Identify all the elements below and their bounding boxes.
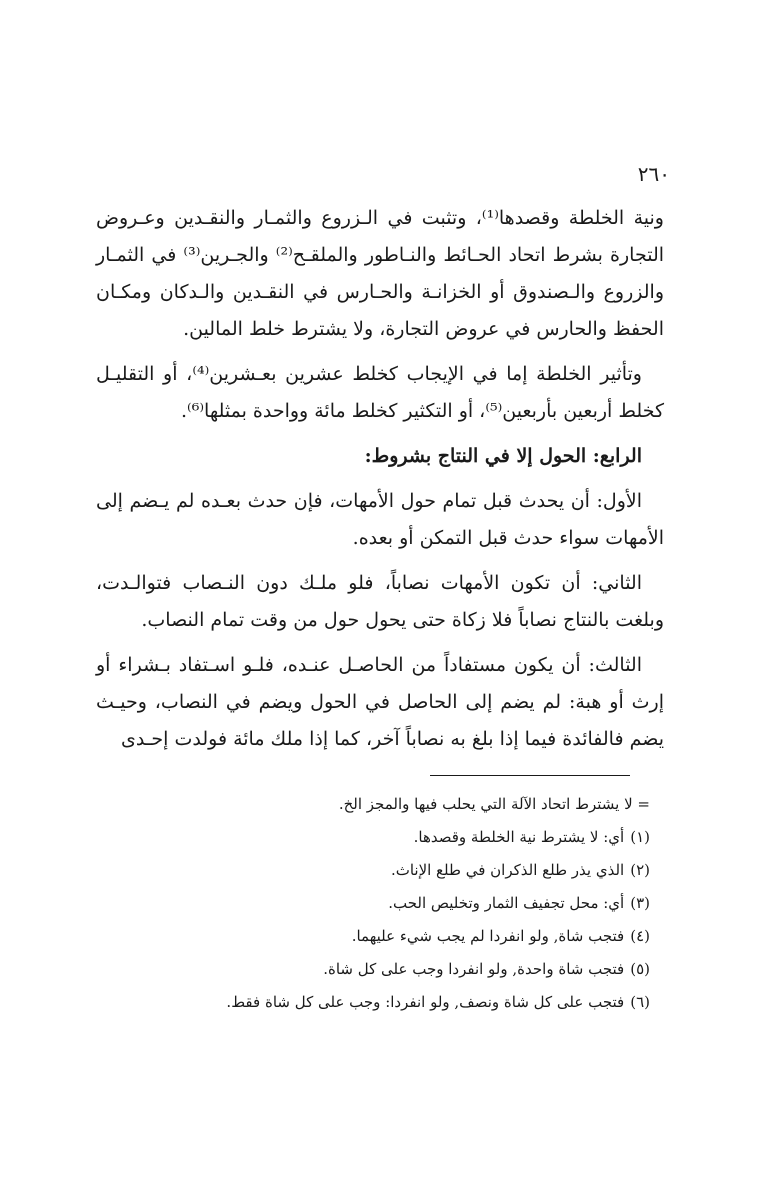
footnote-text: فتجب شاة واحدة, ولو انفردا وجب على كل شاة. — [323, 960, 625, 978]
footnote-item — [96, 953, 650, 986]
footnote-number: (٣) — [630, 894, 650, 912]
footnote-number: (٥) — [630, 960, 650, 978]
footnotes — [96, 788, 650, 1019]
footnote-divider — [430, 775, 630, 776]
footnote-continuation: = لا يشترط اتحاد الآلة التي يحلب فيها والمجز الخ. — [338, 795, 650, 813]
paragraph-mixing-effect: وتأثير الخلطة إما في الإيجاب كخلط عشرين بعـشرين⁽⁴⁾، أو التقليـل كخلط أربعين بأربعين⁽⁵⁾، أو التكثير كخلط مائة وواحدة بمثلها⁽⁶⁾. — [96, 363, 664, 422]
footnote-item — [96, 854, 650, 887]
section-heading-fourth: الرابع: الحول إلا في النتاج بشروط: — [364, 445, 642, 467]
paragraph-condition-second: الثاني: أن تكون الأمهات نصاباً، فلو ملـك دون النـصاب فتوالـدت، وبلغت بالنتاج نصاباً فلا زكاة حتى يحول حول من وقت تمام النصاب. — [96, 572, 664, 631]
page-number: ٢٦٠ — [637, 162, 670, 186]
footnote-text: الذي يذر طلع الذكران في طلع الإناث. — [390, 861, 625, 879]
footnote-text: أي: لا يشترط نية الخلطة وقصدها. — [413, 828, 625, 846]
footnote-number: (٢) — [630, 861, 650, 879]
footnote-item — [96, 986, 650, 1019]
footnote-item — [96, 920, 650, 953]
footnote-text: أي: محل تجفيف الثمار وتخليص الحب. — [388, 894, 625, 912]
footnote-number: (١) — [630, 828, 650, 846]
footnote-item — [96, 821, 650, 854]
main-text — [96, 200, 664, 766]
footnote-item — [96, 887, 650, 920]
footnote-text: فتجب على كل شاة ونصف, ولو انفردا: وجب على كل شاة فقط. — [226, 993, 625, 1011]
paragraph-condition-first: الأول: أن يحدث قبل تمام حول الأمهات، فإن حدث بعـده لم يـضم إلى الأمهات سواء حدث قبل التمكن أو بعده. — [96, 490, 664, 549]
footnote-text: فتجب شاة, ولو انفردا لم يجب شيء عليهما. — [351, 927, 625, 945]
paragraph-mixing-conditions: ونية الخلطة وقصدها⁽¹⁾، وتثبت في الـزروع والثمـار والنقـدين وعـروض التجارة بشرط اتحاد الحـائط والنـاطور والملقـح⁽²⁾ والجـرين⁽³⁾ في الثمـار والزروع والـصندوق أو الخزانـة والحـارس في النقـدين والـدكان ومكـان الحفظ والحارس في عروض التجارة، ولا يشترط خلط المالين. — [96, 207, 665, 340]
footnote-number: (٤) — [630, 927, 650, 945]
footnote-number: (٦) — [630, 993, 650, 1011]
paragraph-condition-third: الثالث: أن يكون مستفاداً من الحاصـل عنـده، فلـو اسـتفاد بـشراء أو إرث أو هبة: لم يضم إلى الحاصل في الحول ويضم في النصاب، وحيـث يضم فالفائدة فيما إذا بلغ به نصاباً آخر، كما إذا ملك مائة فولدت إحـدى — [96, 654, 664, 750]
